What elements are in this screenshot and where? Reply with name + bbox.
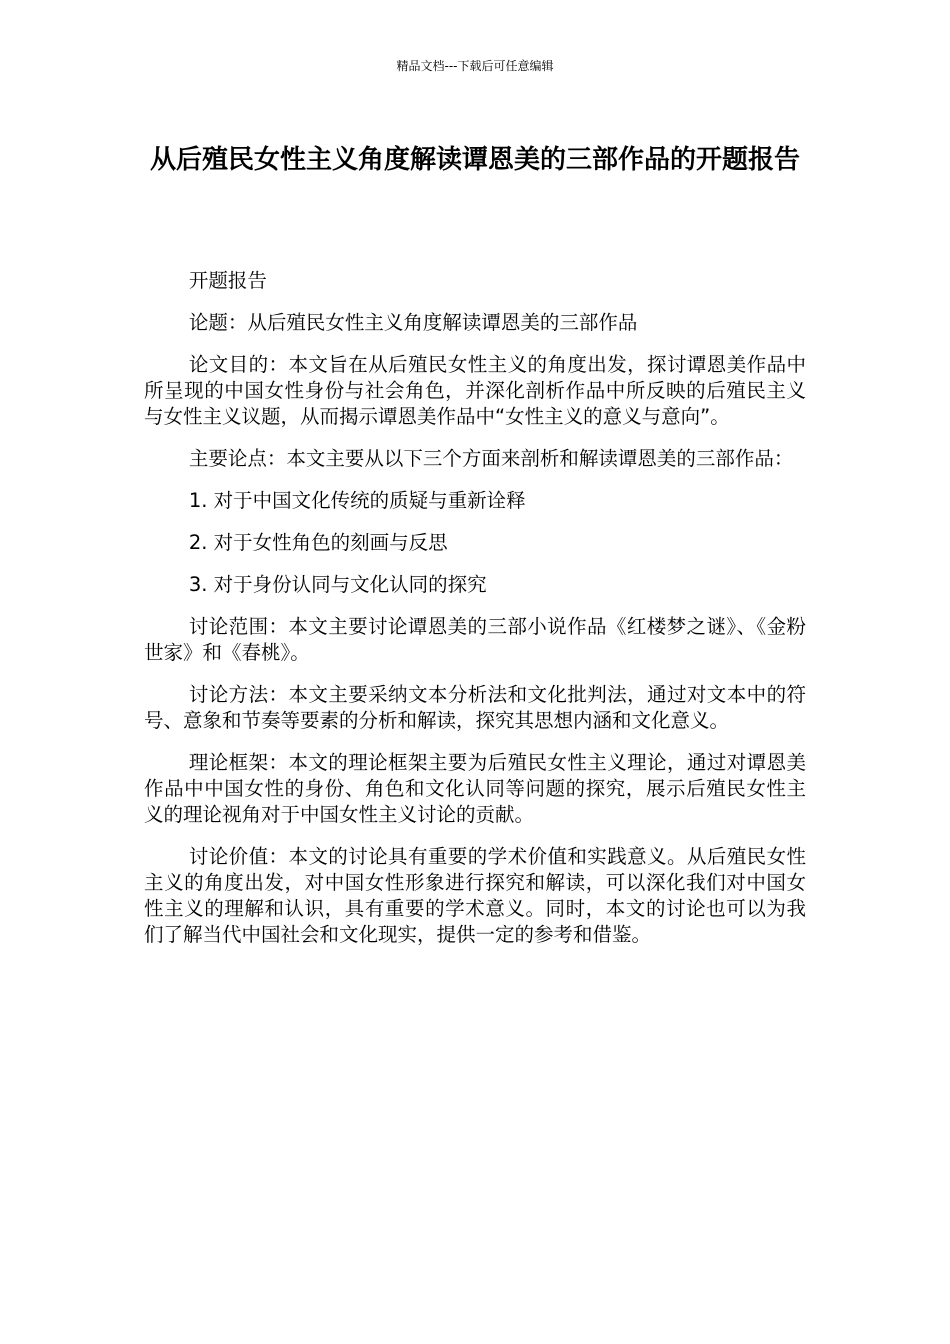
paragraph-framework: 理论框架：本文的理论框架主要为后殖民女性主义理论，通过对谭恩美作品中中国女性的身份、角色和文化认同等问题的探究，展示后殖民女性主义的理论视角对于中国女性主义讨论的贡献。 — [144, 751, 806, 826]
paragraph-value: 讨论价值：本文的讨论具有重要的学术价值和实践意义。从后殖民女性主义的角度出发，对中国女性形象进行探究和解读，可以深化我们对中国女性主义的理解和认识，具有重要的学术意义。同时，本文的讨论也可以为我们了解当代中国社会和文化现实，提供一定的参考和借鉴。 — [144, 845, 806, 946]
paragraph-heading: 开题报告 — [188, 269, 267, 292]
paragraph-scope: 讨论范围：本文主要讨论谭恩美的三部小说作品《红楼梦之谜》、《金粉世家》和《春桃》。 — [144, 615, 806, 664]
paragraph-method: 讨论方法：本文主要采纳文本分析法和文化批判法，通过对文本中的符号、意象和节奏等要素的分析和解读，探究其思想内涵和文化意义。 — [144, 683, 806, 732]
header-note: 精品文档---下载后可任意编辑 — [396, 59, 554, 73]
paragraph-topic: 论题：从后殖民女性主义角度解读谭恩美的三部作品 — [188, 311, 638, 334]
list-item-3: 3. 对于身份认同与文化认同的探究 — [188, 573, 487, 596]
document-body — [144, 268, 806, 964]
list-item-1: 1. 对于中国文化传统的质疑与重新诠释 — [188, 489, 526, 512]
paragraph-main-points: 主要论点：本文主要从以下三个方面来剖析和解读谭恩美的三部作品： — [188, 447, 794, 470]
list-item-2: 2. 对于女性角色的刻画与反思 — [188, 531, 448, 554]
document-title: 从后殖民女性主义角度解读谭恩美的三部作品的开题报告 — [149, 145, 800, 175]
paragraph-purpose: 论文目的：本文旨在从后殖民女性主义的角度出发，探讨谭恩美作品中所呈现的中国女性身份与社会角色，并深化剖析作品中所反映的后殖民主义与女性主义议题，从而揭示谭恩美作品中“女性主义的意义与意向”。 — [144, 353, 806, 428]
